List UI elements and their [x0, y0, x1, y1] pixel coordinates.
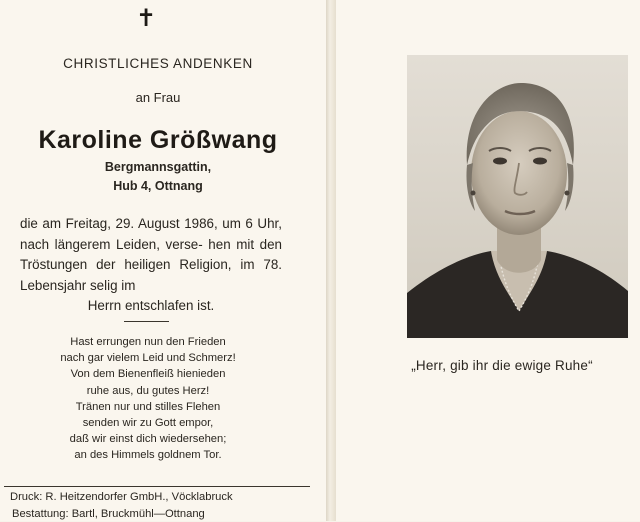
- obituary-line: die am Freitag, 29. August 1986, um: [20, 216, 241, 231]
- divider: [124, 321, 169, 322]
- printer-line: Druck: R. Heitzendorfer GmbH., Vöcklabruck: [10, 489, 310, 506]
- photo-caption: „Herr, gib ihr die ewige Ruhe“: [377, 358, 627, 373]
- poem: [10, 334, 286, 464]
- obituary-text: [20, 214, 282, 317]
- portrait-image: [407, 55, 628, 338]
- salutation: an Frau: [10, 90, 306, 105]
- cross-icon: ✝: [136, 7, 156, 31]
- obituary-line: hen mit den Tröstungen der heiligen: [20, 237, 282, 273]
- address: Hub 4, Ottnang: [10, 179, 306, 193]
- poem-line: ruhe aus, du gutes Herz!: [10, 383, 286, 399]
- poem-line: Hast errungen nun den Frieden: [10, 334, 286, 350]
- obituary-line: Herrn entschlafen ist.: [20, 296, 282, 317]
- occupation: Bergmannsgattin,: [10, 160, 306, 174]
- imprint: [10, 489, 310, 522]
- poem-line: Von dem Bienenfleiß hienieden: [10, 366, 286, 382]
- poem-line: nach gar vielem Leid und Schmerz!: [10, 350, 286, 366]
- obituary-line: 6 Uhr, nach längerem Leiden, verse-: [20, 216, 282, 252]
- obituary-line: Religion, im 78. Lebensjahr selig im: [20, 257, 282, 293]
- heading: CHRISTLICHES ANDENKEN: [10, 56, 306, 71]
- card-fold: [326, 0, 336, 521]
- poem-line: an des Himmels goldnem Tor.: [10, 447, 286, 463]
- poem-line: daß wir einst dich wiedersehen;: [10, 431, 286, 447]
- funeral-home-line: Bestattung: Bartl, Bruckmühl—Ottnang: [10, 506, 310, 522]
- poem-line: senden wir zu Gott empor,: [10, 415, 286, 431]
- deceased-name: Karoline Größwang: [10, 126, 306, 155]
- imprint-divider: [4, 486, 310, 487]
- portrait-photo: [407, 55, 628, 338]
- poem-line: Tränen nur und stilles Flehen: [10, 399, 286, 415]
